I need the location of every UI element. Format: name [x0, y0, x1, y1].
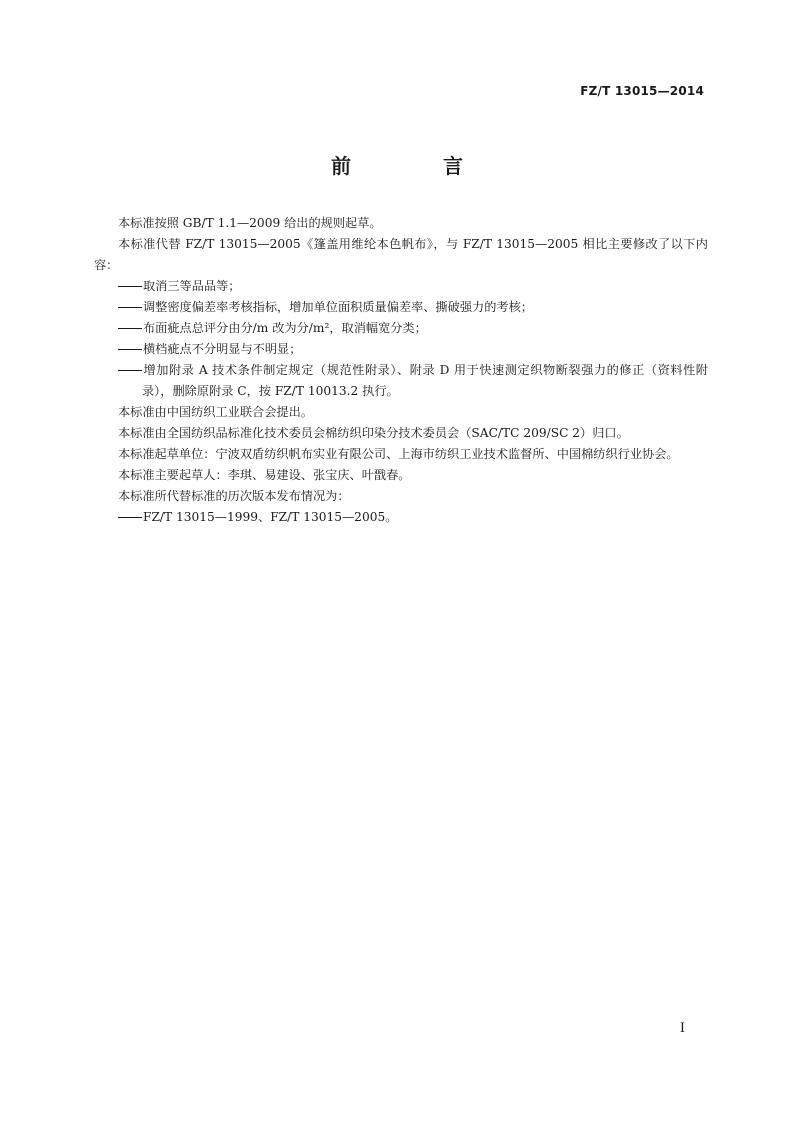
- dash-marker: [118, 517, 142, 518]
- page-number: I: [679, 1021, 685, 1036]
- change-item: [94, 339, 708, 360]
- paragraph-drafters: 本标准主要起草人：李琪、易建设、张宝庆、叶戬春。: [118, 468, 411, 482]
- dash-marker: [118, 349, 142, 350]
- dash-marker: [118, 307, 142, 308]
- change-item-text: 调整密度偏差率考核指标，增加单位面积质量偏差率、撕破强力的考核；: [143, 300, 533, 314]
- change-item: [94, 276, 708, 297]
- paragraph-replacement: 本标准代替 FZ/T 13015—2005《篷盖用维纶本色帆布》，与 FZ/T 13015—2005 相比主要修改了以下内容：: [94, 237, 708, 272]
- dash-marker: [118, 328, 142, 329]
- history-text: FZ/T 13015—1999、FZ/T 13015—2005。: [143, 510, 398, 524]
- change-item-text: 增加附录 A 技术条件制定规定（规范性附录）、附录 D 用于快速测定织物断裂强力的修正（资料性附录），删除原附录 C，按 FZ/T 10013.2 执行。: [142, 363, 708, 398]
- paragraph-history-intro: 本标准所代替标准的历次版本发布情况为：: [118, 489, 350, 503]
- dash-marker: [118, 370, 142, 371]
- history-item: [94, 507, 708, 528]
- dash-marker: [118, 286, 142, 287]
- change-item: [94, 318, 708, 339]
- paragraph-drafting-units: 本标准起草单位：宁波双盾纺织帆布实业有限公司、上海市纺织工业技术监督所、中国棉纺织行业协会。: [118, 447, 679, 461]
- change-item-text: 横档疵点不分明显与不明显；: [143, 342, 302, 356]
- foreword-body: [94, 213, 708, 528]
- change-item: [94, 297, 708, 318]
- change-item: [94, 360, 708, 402]
- change-item-text: 取消三等品品等；: [143, 279, 241, 293]
- paragraph-drafting-rules: 本标准按照 GB/T 1.1—2009 给出的规则起草。: [118, 216, 382, 230]
- page-title: 前 言: [331, 154, 499, 178]
- standard-code: FZ/T 13015—2014: [580, 84, 704, 98]
- paragraph-committee: 本标准由全国纺织品标准化技术委员会棉纺织印染分技术委员会（SAC/TC 209/SC 2）归口。: [118, 426, 629, 440]
- change-item-text: 布面疵点总评分由分/m 改为分/m²，取消幅宽分类；: [143, 321, 427, 335]
- paragraph-proposer: 本标准由中国纺织工业联合会提出。: [118, 405, 313, 419]
